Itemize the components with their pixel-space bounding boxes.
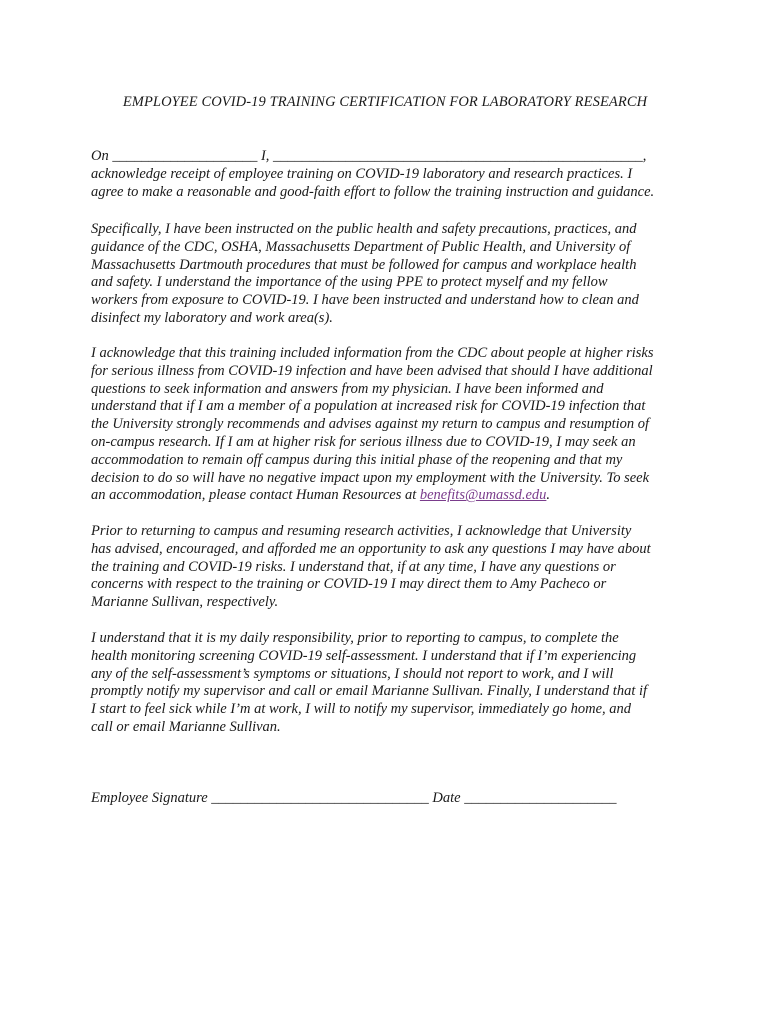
paragraph-line: Massachusetts Dartmouth procedures that must be followed for campus and workplace health — [91, 256, 637, 273]
paragraph-line: the University strongly recommends and advises against my return to campus and resumption of — [91, 416, 650, 433]
paragraph-line: health monitoring screening COVID-19 self-assessment. I understand that if I’m experiencing — [91, 647, 637, 664]
paragraph-line: workers from exposure to COVID-19. I have been instructed and understand how to clean and — [91, 292, 639, 309]
paragraph-line: understand that if I am a member of a population at increased risk for COVID-19 infection that — [91, 398, 646, 415]
paragraph-line: disinfect my laboratory and work area(s). — [91, 309, 333, 326]
paragraph-line: Specifically, I have been instructed on the public health and safety precautions, practices, and — [91, 221, 637, 237]
paragraph-line: Prior to returning to campus and resuming research activities, I acknowledge that University — [91, 523, 632, 539]
paragraph-line: concerns with respect to the training or COVID-19 I may direct them to Amy Pacheco or — [91, 576, 607, 593]
paragraph-line: on-campus research. If I am at higher risk for serious illness due to COVID-19, I may seek an — [91, 433, 636, 450]
paragraph-line: guidance of the CDC, OSHA, Massachusetts Department of Public Health, and University of — [91, 238, 631, 255]
paragraph-line: call or email Marianne Sullivan. — [91, 718, 281, 735]
paragraph-line: accommodation to remain off campus during this initial phase of the reopening and that my — [91, 451, 623, 468]
acknowledgement-paragraph — [91, 148, 691, 201]
instruction-paragraph — [91, 221, 691, 328]
questions-paragraph — [91, 523, 691, 612]
paragraph-line: decision to do so will have no negative impact upon my employment with the University. To seek — [91, 469, 650, 486]
paragraph-line: promptly notify my supervisor and call or email Marianne Sullivan. Finally, I understand that if — [91, 683, 648, 700]
paragraph-line: and safety. I understand the importance of the using PPE to protect myself and my fellow — [91, 274, 608, 291]
paragraph-line: has advised, encouraged, and afforded me an opportunity to ask any questions I may have about — [91, 540, 651, 557]
date-label: Date — [432, 790, 461, 806]
paragraph-line: for serious illness from COVID-19 infection and have been advised that should I have additional — [91, 362, 653, 379]
paragraph-line: agree to make a reasonable and good-faith effort to follow the training instruction and guidance. — [91, 183, 655, 200]
paragraph-line: Marianne Sullivan, respectively. — [91, 594, 279, 611]
paragraph-line: acknowledge receipt of employee training on COVID-19 laboratory and research practices. I — [91, 165, 633, 182]
document-title: EMPLOYEE COVID-19 TRAINING CERTIFICATION FOR LABORATORY RESEARCH — [122, 94, 648, 110]
paragraph-line: I understand that it is my daily responsibility, prior to reporting to campus, to complete the — [91, 630, 619, 646]
paragraph-line: any of the self-assessment’s symptoms or situations, I should not report to work, and I will — [91, 665, 614, 682]
responsibility-paragraph — [91, 630, 691, 737]
contact-text: an accommodation, please contact Human Resources at — [91, 487, 420, 504]
paragraph-line: questions to seek information and answers from my physician. I have been informed and — [91, 380, 604, 397]
signature-line — [91, 790, 616, 807]
paragraph-line: On ____________________ I, ___________________________________________________, — [91, 148, 647, 164]
signature-label: Employee Signature — [91, 790, 208, 806]
paragraph-line: the training and COVID-19 risks. I understand that, if at any time, I have any questions or — [91, 558, 616, 575]
paragraph-line: I start to feel sick while I’m at work, I will to notify my supervisor, immediately go home, and — [91, 701, 632, 718]
benefits-email-link[interactable]: benefits@umassd.edu — [419, 487, 547, 504]
signature-field[interactable]: ______________________________ — [211, 790, 429, 806]
paragraph-line: I acknowledge that this training included information from the CDC about people at higher risks — [91, 345, 654, 361]
risk-paragraph — [91, 345, 691, 505]
date-field[interactable]: _____________________ — [464, 790, 617, 806]
paragraph-line — [91, 487, 691, 505]
sentence-end: . — [546, 487, 551, 504]
